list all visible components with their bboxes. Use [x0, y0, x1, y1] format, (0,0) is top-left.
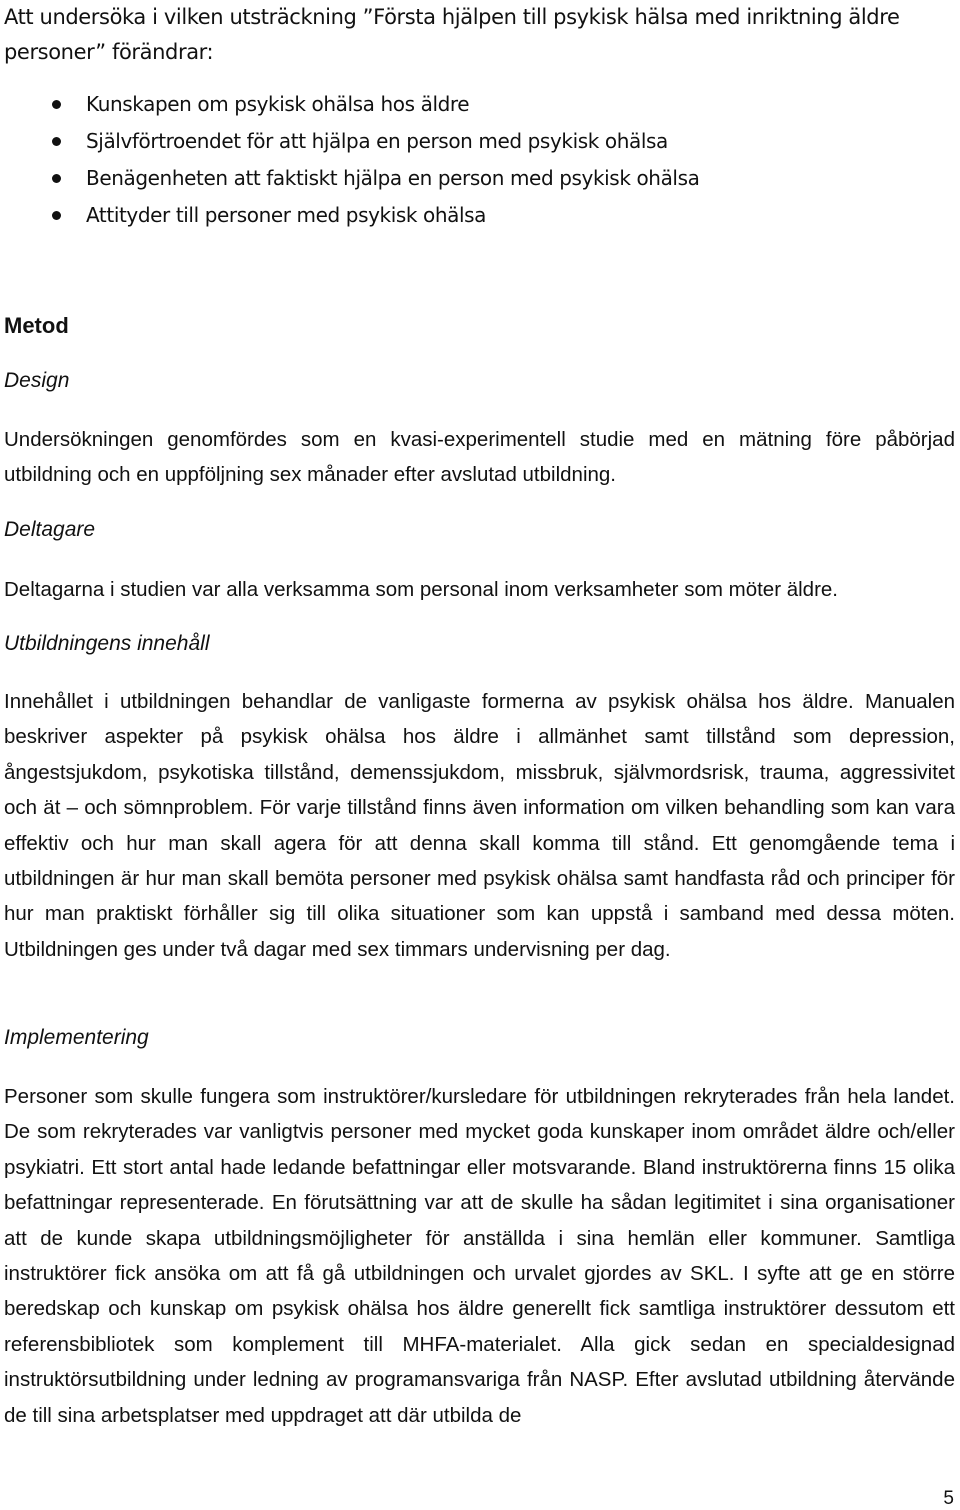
design-paragraph: Undersökningen genomfördes som en kvasi-experimentell studie med en mätning före påbörjad utbildning och en uppföljning sex månader efter avslutad utbildning. — [4, 428, 955, 487]
list-item — [4, 160, 954, 197]
bullet-icon — [52, 100, 61, 109]
bullet-icon — [52, 174, 61, 183]
subheading-course-content: Utbildningens innehåll — [4, 632, 210, 655]
list-item-text: Kunskapen om psykisk ohälsa hos äldre — [86, 92, 470, 116]
course-content-paragraph: Innehållet i utbildningen behandlar de vanligaste formerna av psykisk ohälsa hos äldre. Manualen beskriver aspekter på psykisk ohälsa hos äldre i allmänhet samt tillstånd som depression, ångestsjukdom, psykotiska tillstånd, demenssjukdom, missbruk, självmordsrisk, trauma, aggressivitet och ät – och sömnproblem. För varje tillstånd finns även information om vilken behandling som kan vara effektiv och hur man skall agera för att denna skall komma till stånd. Ett genomgående tema i utbildningen är hur man skall bemöta personer med psykisk ohälsa samt handfasta råd och principer för hur man praktiskt förhåller sig till olika situationer som kan uppstå i samband med dessa möten. Utbildningen ges under två dagar med sex timmars undervisning per dag. — [4, 690, 955, 961]
aims-list — [4, 86, 954, 234]
participants-paragraph: Deltagarna i studien var alla verksamma som personal inom verksamheter som möter äldre. — [4, 578, 839, 601]
list-item — [4, 86, 954, 123]
page-number: 5 — [943, 1488, 954, 1509]
list-item — [4, 197, 954, 234]
section-heading-method: Metod — [4, 313, 69, 338]
list-item-text: Benägenheten att faktiskt hjälpa en person med psykisk ohälsa — [86, 166, 700, 190]
bullet-icon — [52, 211, 61, 220]
subheading-implementation: Implementering — [4, 1026, 149, 1049]
implementation-paragraph: Personer som skulle fungera som instruktörer/kursledare för utbildningen rekryterades från hela landet. De som rekryterades var vanligtvis personer med mycket goda kunskaper inom området äldre och/eller psykiatri. Ett stort antal hade ledande befattningar eller motsvarande. Bland instruktörerna finns 15 olika befattningar representerade. En förutsättning var att de skulle ha sådan legitimitet i sina organisationer att de kunde skapa utbildningsmöjligheter för anställda i sina hemlän eller kommuner. Samtliga instruktörer fick ansöka om att få gå utbildningen och urvalet gjordes av SKL. I syfte att ge en större beredskap och kunskap om psykisk ohälsa hos äldre generellt fick samtliga instruktörer dessutom ett referensbibliotek som komplement till MHFA-materialet. Alla gick sedan en specialdesignad instruktörsutbildning under ledning av programansvariga från NASP. Efter avslutad utbildning återvände de till sina arbetsplatser med uppdraget att där utbilda de — [4, 1085, 955, 1427]
subheading-design: Design — [4, 369, 70, 392]
list-item-text: Attityder till personer med psykisk ohälsa — [86, 203, 487, 227]
intro-paragraph: Att undersöka i vilken utsträckning ”Första hjälpen till psykisk hälsa med inriktning äldre personer” förändrar: — [4, 5, 900, 64]
bullet-icon — [52, 137, 61, 146]
list-item — [4, 123, 954, 160]
list-item-text: Självförtroendet för att hjälpa en person med psykisk ohälsa — [86, 129, 668, 153]
subheading-participants: Deltagare — [4, 518, 96, 541]
